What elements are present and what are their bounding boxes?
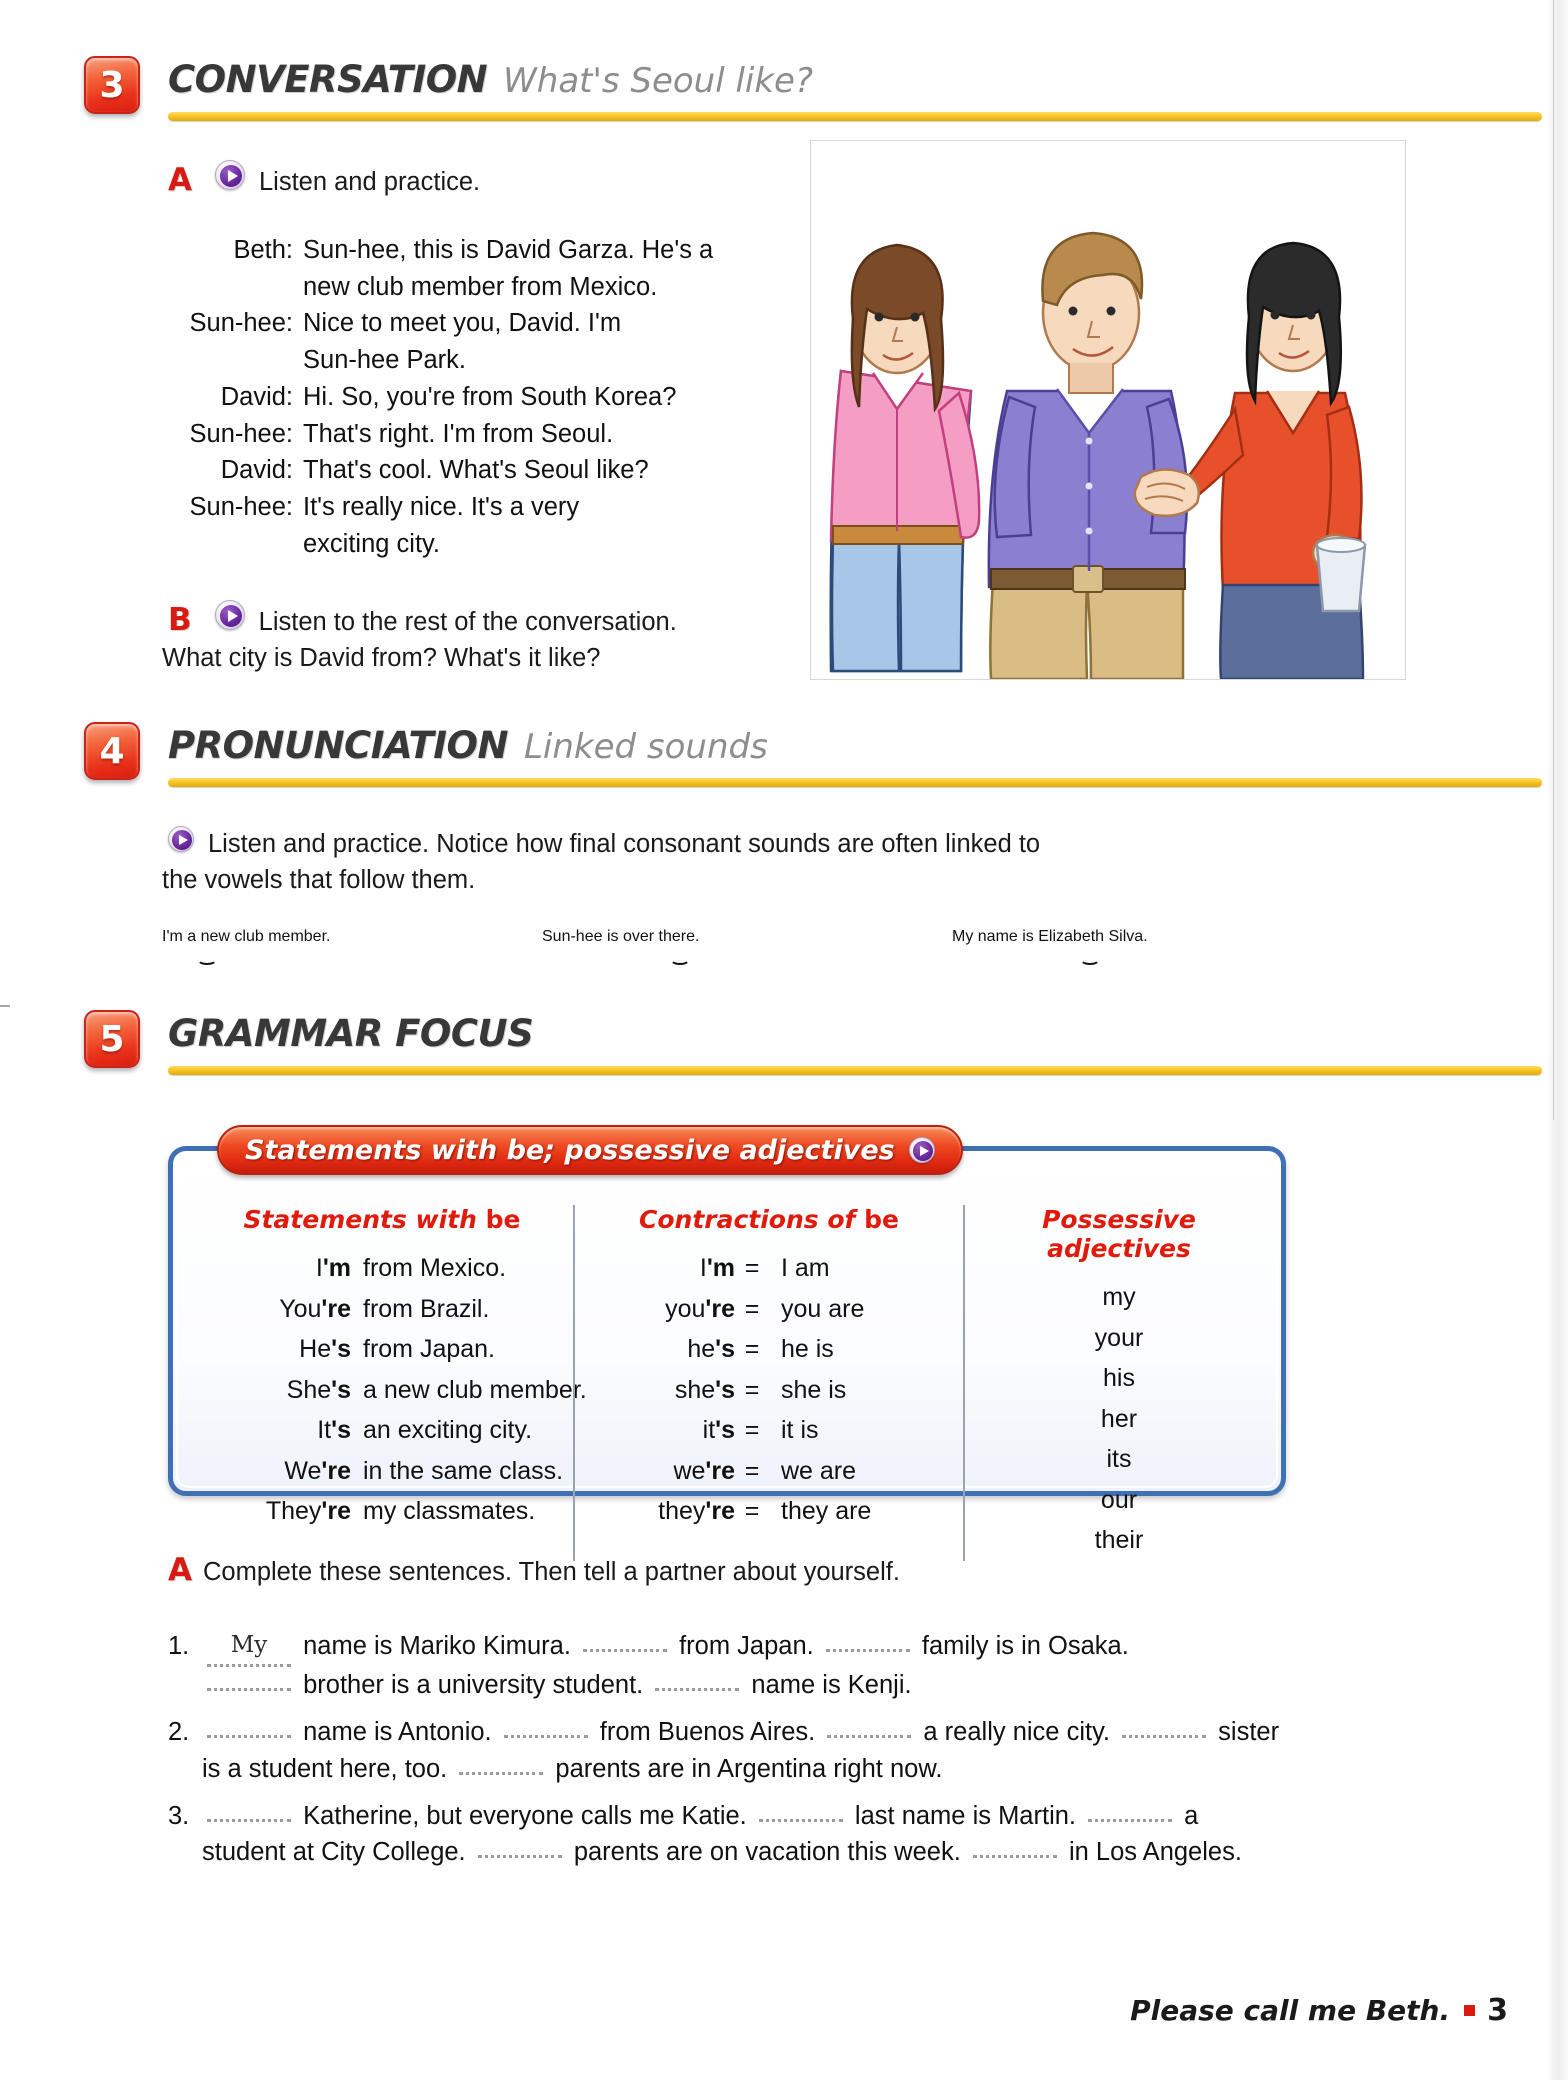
section-rule xyxy=(168,778,1542,787)
exercise-text-segment: student at City College. xyxy=(202,1838,473,1867)
grammar-focus-box xyxy=(168,1134,1286,1554)
dialogue-speaker: Sun-hee: xyxy=(189,493,293,522)
exercise-item-number: 2. xyxy=(168,1718,190,1747)
linked-sound-arc xyxy=(670,954,690,965)
exercise-blank[interactable] xyxy=(207,1722,291,1738)
exercise-text-segment: parents are on vacation this week. xyxy=(566,1838,968,1867)
statement-subject xyxy=(201,1491,351,1532)
statement-remainder: an exciting city. xyxy=(363,1416,533,1444)
exercise-blank-filled[interactable] xyxy=(207,1628,291,1667)
grammar-possessive-row: its xyxy=(1106,1445,1132,1473)
section-title: PRONUNCIATION xyxy=(168,724,508,767)
grammar-possessives-rows xyxy=(975,1277,1263,1561)
grammar-possessive-row: her xyxy=(1100,1404,1138,1433)
statement-subject xyxy=(201,1289,351,1330)
conversation-title-row xyxy=(168,58,813,101)
exercise-text-segment: family is in Osaka. xyxy=(914,1632,1129,1661)
section-number-badge: 5 xyxy=(84,1010,140,1068)
dialogue-speaker: Beth: xyxy=(233,236,293,264)
equals-sign: = xyxy=(744,1375,760,1404)
grammar-statements-rows xyxy=(201,1248,587,1532)
dialogue-speaker: David: xyxy=(220,382,293,411)
dialogue-utterance: That's cool. What's Seoul like? xyxy=(303,456,649,485)
subject-pronoun: you xyxy=(665,1294,706,1323)
expanded-form: it is xyxy=(781,1416,819,1444)
heading-italic-part: Contractions of xyxy=(639,1205,865,1234)
exercise-item-list xyxy=(168,1628,1428,1870)
dialogue-line xyxy=(168,379,778,416)
exercise-blank[interactable] xyxy=(1088,1806,1172,1822)
pronunciation-instruction-line1: Listen and practice. Notice how final consonant sounds are often linked to xyxy=(208,830,1041,858)
grammar-column-statements xyxy=(191,1205,587,1561)
part-a-instruction-row xyxy=(168,160,808,199)
exercise-text-segment: brother is a university student. xyxy=(296,1671,651,1700)
contraction-suffix: 's xyxy=(715,1335,735,1363)
heading-italic-part: Possessive adjectives xyxy=(1042,1205,1196,1263)
exercise-blank[interactable] xyxy=(478,1842,562,1858)
statement-subject xyxy=(201,1410,351,1451)
grammar-statement-row xyxy=(201,1289,563,1330)
exercise-text-segment: sister xyxy=(1211,1718,1280,1747)
statement-remainder: a new club member. xyxy=(363,1375,587,1404)
exercise-text-segment: in Los Angeles. xyxy=(1061,1838,1242,1867)
section-subtitle: Linked sounds xyxy=(523,727,768,767)
equals-sign: = xyxy=(744,1497,760,1525)
exercise-blank[interactable] xyxy=(207,1675,291,1691)
expanded-form: she is xyxy=(781,1375,847,1404)
part-b-letter: B xyxy=(168,602,192,638)
section-title: GRAMMAR FOCUS xyxy=(168,1012,534,1055)
dialogue-line xyxy=(168,305,778,342)
contraction-form xyxy=(585,1248,735,1289)
section-number-badge: 4 xyxy=(84,722,140,780)
exercise-item-number: 3. xyxy=(168,1801,190,1830)
linked-sound-arc xyxy=(1080,954,1100,965)
audio-play-icon[interactable] xyxy=(215,160,245,190)
grammar-possessive-row: their xyxy=(1094,1526,1144,1554)
dialogue-line xyxy=(168,489,778,526)
grammar-possessive-row: your xyxy=(1094,1323,1144,1352)
statement-remainder: in the same class. xyxy=(363,1456,564,1485)
pronunciation-example-text: My name is Elizabeth Silva. xyxy=(952,928,1148,945)
part-b-instruction-row xyxy=(168,600,808,639)
grammar-possessive-row: our xyxy=(1100,1485,1138,1514)
subject-pronoun: I xyxy=(315,1254,323,1282)
statement-remainder: from Brazil. xyxy=(363,1294,490,1323)
exercise-text-segment: name is Mariko Kimura. xyxy=(296,1632,578,1661)
heading-plain-part: be xyxy=(864,1205,899,1234)
page-edge-shadow xyxy=(1546,0,1568,2080)
exercise-blank[interactable] xyxy=(827,1722,911,1738)
audio-play-icon-pron[interactable] xyxy=(168,826,194,852)
grammar-statement-row xyxy=(201,1410,563,1451)
section-conversation xyxy=(84,56,1484,148)
equals-sign: = xyxy=(744,1254,760,1282)
pronunciation-instruction-row xyxy=(168,826,1168,861)
illustration-people xyxy=(811,141,1406,680)
contraction-form xyxy=(585,1289,735,1330)
exercise-item xyxy=(168,1714,1428,1786)
exercise-item-text xyxy=(202,1798,1428,1870)
exercise-text-segment: is a student here, too. xyxy=(202,1754,455,1783)
pronunciation-title-row xyxy=(168,724,768,767)
subject-pronoun: He xyxy=(299,1335,332,1363)
section-rule xyxy=(168,112,1542,121)
grammar-contraction-row xyxy=(585,1248,953,1289)
contraction-suffix: 're xyxy=(705,1294,735,1323)
conversation-part-b xyxy=(162,600,808,676)
contraction-suffix: 's xyxy=(331,1335,351,1363)
exercise-blank[interactable] xyxy=(973,1842,1057,1858)
dialogue-speaker xyxy=(168,342,303,379)
grammar-statement-row xyxy=(201,1248,563,1289)
pronunciation-example xyxy=(542,928,699,946)
contraction-suffix: 's xyxy=(331,1375,351,1404)
grammar-contraction-row xyxy=(585,1289,953,1330)
exercise-text-segment: from Japan. xyxy=(672,1632,821,1661)
statement-remainder: my classmates. xyxy=(363,1497,536,1525)
statement-subject xyxy=(201,1370,351,1411)
exercise-blank-answer: My xyxy=(230,1632,268,1659)
statement-remainder: from Mexico. xyxy=(363,1254,507,1282)
contraction-form xyxy=(585,1451,735,1492)
grammar-contraction-row xyxy=(585,1370,953,1411)
grammar-exercise xyxy=(168,1548,1428,1881)
exercise-text-segment: parents are in Argentina right now. xyxy=(548,1754,943,1783)
exercise-text-segment: a really nice city. xyxy=(916,1718,1118,1747)
equals-sign: = xyxy=(744,1456,760,1485)
grammar-header xyxy=(84,1010,1484,1102)
dialogue-utterance: exciting city. xyxy=(303,529,440,558)
footer-bullet-icon xyxy=(1464,2005,1475,2016)
pronunciation-example-text: Sun-hee is over there. xyxy=(542,928,700,945)
subject-pronoun: she xyxy=(674,1375,716,1404)
grammar-box-title xyxy=(217,1125,963,1175)
exercise-item xyxy=(168,1628,1428,1703)
exercise-text-segment: name is Kenji. xyxy=(744,1671,912,1700)
page-footer xyxy=(1130,1993,1508,2028)
exercise-blank[interactable] xyxy=(655,1675,739,1691)
subject-pronoun: It xyxy=(317,1416,332,1444)
exercise-text-segment: name is Antonio. xyxy=(296,1718,499,1747)
contraction-suffix: 's xyxy=(331,1416,351,1444)
expanded-form: he is xyxy=(781,1335,834,1363)
dialogue-line xyxy=(168,269,778,306)
exercise-blank[interactable] xyxy=(459,1759,543,1775)
part-a-instruction: Listen and practice. xyxy=(259,168,481,196)
heading-plain-part: be xyxy=(485,1205,521,1234)
grammar-contraction-row xyxy=(585,1451,953,1492)
section-title: CONVERSATION xyxy=(168,58,488,101)
dialogue-speaker: Sun-hee: xyxy=(189,419,293,448)
subject-pronoun: We xyxy=(284,1456,322,1485)
part-a-letter: A xyxy=(168,162,192,198)
grammar-box-title-text: Statements with be; possessive adjectives xyxy=(245,1134,895,1166)
dialogue-speaker xyxy=(168,269,303,306)
grammar-statement-row xyxy=(201,1451,563,1492)
exercise-text-segment: from Buenos Aires. xyxy=(592,1718,823,1747)
pronunciation-header xyxy=(84,722,1484,814)
grammar-contraction-row xyxy=(585,1410,953,1451)
grammar-column-possessives xyxy=(963,1205,1273,1561)
heading-italic-part: Statements with xyxy=(243,1205,486,1234)
page-edge-line xyxy=(1553,0,1554,1120)
exercise-instruction: Complete these sentences. Then tell a partner about yourself. xyxy=(203,1558,900,1586)
dialogue-line xyxy=(168,232,778,269)
dialogue-utterance: Nice to meet you, David. I'm xyxy=(303,309,622,338)
grammar-statement-row xyxy=(201,1329,563,1370)
exercise-item-text xyxy=(202,1628,1428,1703)
dialogue-utterance: It's really nice. It's a very xyxy=(303,493,580,522)
subject-pronoun: it xyxy=(702,1416,716,1444)
grammar-statement-row xyxy=(201,1370,587,1411)
grammar-columns xyxy=(191,1205,1273,1561)
pronunciation-example-text: I'm a new club member. xyxy=(162,928,331,945)
grammar-column-contractions xyxy=(573,1205,963,1561)
footer-unit-title: Please call me Beth. xyxy=(1130,1994,1451,2027)
statement-subject xyxy=(201,1451,351,1492)
dialogue-utterance: Hi. So, you're from South Korea? xyxy=(303,382,677,411)
equals-sign: = xyxy=(744,1416,760,1444)
grammar-contractions-rows xyxy=(585,1248,953,1532)
subject-pronoun: She xyxy=(286,1375,332,1404)
expanded-form: I am xyxy=(781,1254,830,1282)
section-pronunciation xyxy=(84,722,1484,814)
contraction-suffix: 're xyxy=(321,1294,351,1323)
equals-sign: = xyxy=(744,1294,760,1323)
expanded-form: they are xyxy=(781,1497,872,1525)
contraction-form xyxy=(585,1329,735,1370)
contraction-form xyxy=(585,1410,735,1451)
statement-subject xyxy=(201,1248,351,1289)
contraction-suffix: 'm xyxy=(322,1254,351,1282)
exercise-blank[interactable] xyxy=(207,1806,291,1822)
conversation-header xyxy=(84,56,1484,148)
dialogue-line xyxy=(168,452,778,489)
contraction-suffix: 're xyxy=(705,1456,735,1485)
part-b-line2: What city is David from? What's it like? xyxy=(162,644,601,673)
pronunciation-instruction-line2: the vowels that follow them. xyxy=(162,866,476,895)
exercise-text-segment: a xyxy=(1177,1801,1199,1830)
dialogue-utterance: That's right. I'm from Seoul. xyxy=(303,419,614,448)
statement-remainder: from Japan. xyxy=(363,1335,496,1363)
expanded-form: you are xyxy=(781,1294,865,1323)
grammar-possessive-row: his xyxy=(1103,1364,1135,1392)
dialogue-utterance: new club member from Mexico. xyxy=(303,272,658,301)
exercise-instruction-row xyxy=(168,1548,1428,1592)
subject-pronoun: I xyxy=(699,1254,707,1282)
grammar-contraction-row xyxy=(585,1491,953,1532)
exercise-item-number: 1. xyxy=(168,1632,190,1661)
contraction-suffix: 's xyxy=(715,1416,735,1444)
dialogue-speaker xyxy=(168,526,303,563)
part-b-line1: Listen to the rest of the conversation. xyxy=(258,608,677,636)
contraction-suffix: 're xyxy=(321,1456,351,1485)
exercise-text-segment: Katherine, but everyone calls me Katie. xyxy=(296,1801,754,1830)
pronunciation-instruction-block xyxy=(162,826,1168,898)
conversation-part-a xyxy=(168,160,808,199)
dialogue-line xyxy=(168,416,778,453)
section-rule xyxy=(168,1066,1542,1075)
section-grammar xyxy=(84,1010,1484,1102)
pronunciation-examples xyxy=(162,928,1412,988)
dialogue-line xyxy=(168,342,778,379)
pronunciation-example xyxy=(162,928,330,946)
exercise-item-text xyxy=(202,1714,1428,1786)
exercise-blank[interactable] xyxy=(826,1636,910,1652)
exercise-item xyxy=(168,1798,1428,1870)
subject-pronoun: They xyxy=(265,1497,322,1525)
section-subtitle: What's Seoul like? xyxy=(503,61,814,101)
dialogue-line xyxy=(168,526,778,563)
contraction-suffix: 'm xyxy=(706,1254,735,1282)
pronunciation-example xyxy=(952,928,1148,946)
subject-pronoun: they xyxy=(658,1497,706,1525)
conversation-illustration xyxy=(810,140,1406,680)
subject-pronoun: You xyxy=(279,1294,322,1323)
contraction-suffix: 're xyxy=(705,1497,735,1525)
grammar-contraction-row xyxy=(585,1329,953,1370)
dialogue-speaker: Sun-hee: xyxy=(189,309,293,338)
exercise-blank[interactable] xyxy=(583,1636,667,1652)
contraction-suffix: 're xyxy=(321,1497,351,1525)
dialogue-utterance: Sun-hee Park. xyxy=(303,346,467,375)
grammar-statement-row xyxy=(201,1491,563,1532)
expanded-form: we are xyxy=(781,1456,857,1485)
dialogue-speaker: David: xyxy=(220,456,293,485)
contraction-form xyxy=(585,1491,735,1532)
grammar-column-heading xyxy=(585,1205,953,1234)
exercise-blank[interactable] xyxy=(504,1722,588,1738)
contraction-suffix: 's xyxy=(715,1375,735,1404)
grammar-title-row xyxy=(168,1012,549,1055)
conversation-dialogue xyxy=(168,232,778,562)
equals-sign: = xyxy=(744,1335,760,1363)
dialogue-utterance: Sun-hee, this is David Garza. He's a xyxy=(303,236,714,264)
grammar-possessive-row: my xyxy=(1102,1283,1136,1311)
footer-page-number: 3 xyxy=(1487,1993,1508,2028)
statement-subject xyxy=(201,1329,351,1370)
subject-pronoun: he xyxy=(687,1335,716,1363)
grammar-column-heading xyxy=(201,1205,563,1234)
linked-sound-arc xyxy=(197,954,217,965)
section-number-badge: 3 xyxy=(84,56,140,114)
exercise-letter: A xyxy=(168,1552,192,1588)
page-margin-tick xyxy=(0,1005,10,1007)
exercise-text-segment: last name is Martin. xyxy=(847,1801,1084,1830)
exercise-blank[interactable] xyxy=(759,1806,843,1822)
audio-play-icon-b[interactable] xyxy=(215,600,245,630)
audio-play-icon-grammar[interactable] xyxy=(909,1137,935,1163)
grammar-column-heading xyxy=(975,1205,1263,1263)
contraction-form xyxy=(585,1370,735,1411)
exercise-blank[interactable] xyxy=(1122,1722,1206,1738)
subject-pronoun: we xyxy=(673,1456,706,1485)
